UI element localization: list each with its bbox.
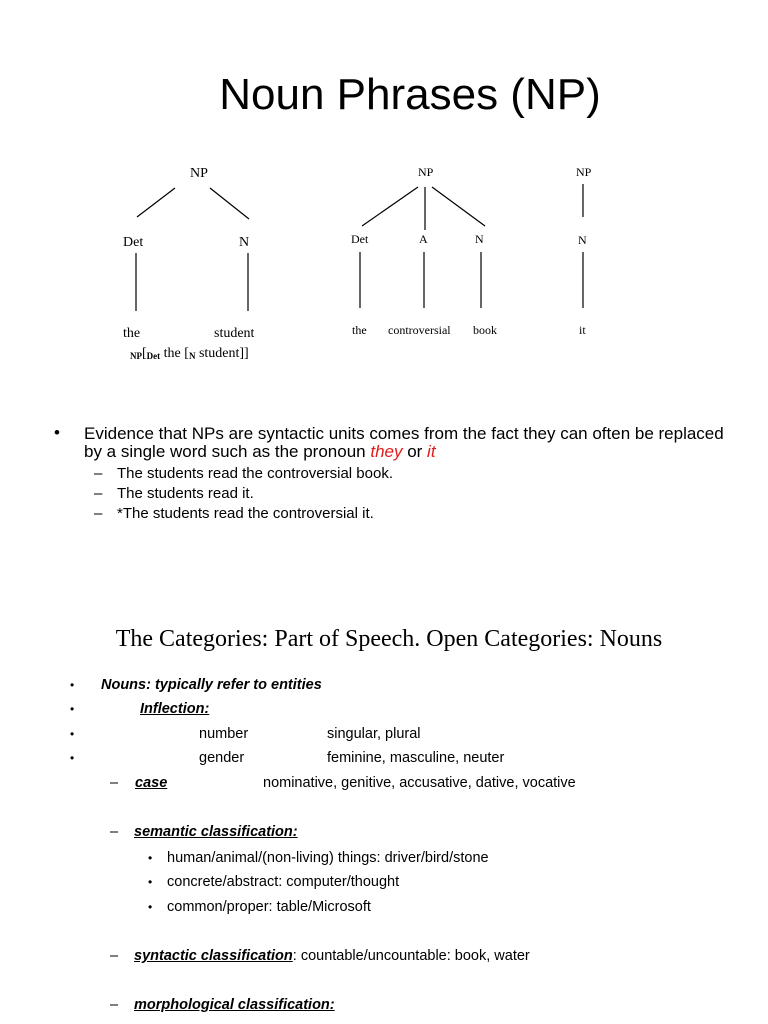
bracket-n-subscript: N [188,351,196,361]
bullet-marker: • [70,727,75,741]
pronoun-they: they [370,442,403,461]
bracket-notation [130,346,249,362]
bullet-marker: • [70,751,75,765]
bracket-open: [ [142,346,147,361]
semantic-dash: – [110,824,119,840]
tree1-det-label: Det [123,235,144,250]
section-title: The Categories: Part of Speech. Open Categories: Nouns [115,626,663,652]
tree2-a-label: A [419,232,428,246]
tree2-n-word: book [473,323,497,337]
semantic-classification-label: semantic classification: [134,824,298,840]
tree1-det-word: the [123,326,141,341]
example-dash: – [94,505,103,522]
syntactic-classification-value: : countable/uncountable: book, water [292,948,530,964]
example-dash: – [94,465,103,482]
tree1-n-label: N [239,235,250,250]
case-value: nominative, genitive, accusative, dative, vocative [263,775,576,791]
morphological-classification-label: morphological classification: [134,997,335,1013]
tree2-a-word: controversial [388,323,451,337]
number-value: singular, plural [327,726,421,742]
syntactic-classification [134,948,530,964]
tree3-n-label: N [578,233,587,247]
bullet-marker: • [148,851,153,865]
tree2-branch-left [362,187,418,226]
syntactic-dash: – [110,948,119,964]
inflection-heading: Inflection: [140,701,210,717]
bullet-marker: • [70,702,75,716]
bullet-marker: • [54,423,60,442]
tree1-branch-right [210,188,249,219]
evidence-text: Evidence that NPs are syntactic units comes from the fact they can often be replaced by a single word such as the pronoun [84,424,724,461]
number-label: number [199,726,249,742]
tree3-root-label: NP [576,165,592,179]
semantic-subitem: concrete/abstract: computer/thought [167,874,400,890]
semantic-subitem: common/proper: table/Microsoft [167,899,371,915]
bracket-det-subscript: Det [146,351,161,361]
tree1-branch-left [137,188,175,217]
tree1-root-label: NP [190,166,208,181]
example-sentence: The students read it. [117,485,254,502]
tree2-root-label: NP [418,165,434,179]
tree2-n-label: N [475,232,484,246]
semantic-subitem: human/animal/(non-living) things: driver/bird/stone [167,850,489,866]
case-dash: – [110,775,119,791]
tree1-n-word: student [214,326,255,341]
slide-title: Noun Phrases (NP) [219,70,601,119]
example-dash: – [94,485,103,502]
nouns-definition: Nouns: typically refer to entities [101,677,322,693]
pronoun-it: it [427,442,436,461]
bracket-word-student: student]] [195,346,249,361]
bullet-marker: • [148,900,153,914]
bracket-word-the: the [ [160,346,189,361]
example-sentence: *The students read the controversial it. [117,505,374,522]
evidence-bullet-text [84,425,744,461]
case-label: case [135,775,168,791]
bullet-marker: • [148,875,153,889]
bracket-np-subscript: NP [130,351,142,361]
gender-label: gender [199,750,245,766]
syntactic-classification-label: syntactic classification [134,948,293,964]
np-tree-det-a-n [351,165,497,337]
bullet-marker: • [70,678,75,692]
evidence-or: or [402,442,428,461]
np-tree-det-n [123,166,255,341]
tree2-branch-right [432,187,485,226]
tree2-det-label: Det [351,232,369,246]
example-sentence: The students read the controversial book. [117,465,393,482]
tree3-n-word: it [579,323,586,337]
gender-value: feminine, masculine, neuter [327,750,505,766]
tree2-det-word: the [352,323,367,337]
np-tree-diagrams [0,0,768,400]
morphological-dash: – [110,997,119,1013]
np-tree-n [576,165,592,337]
